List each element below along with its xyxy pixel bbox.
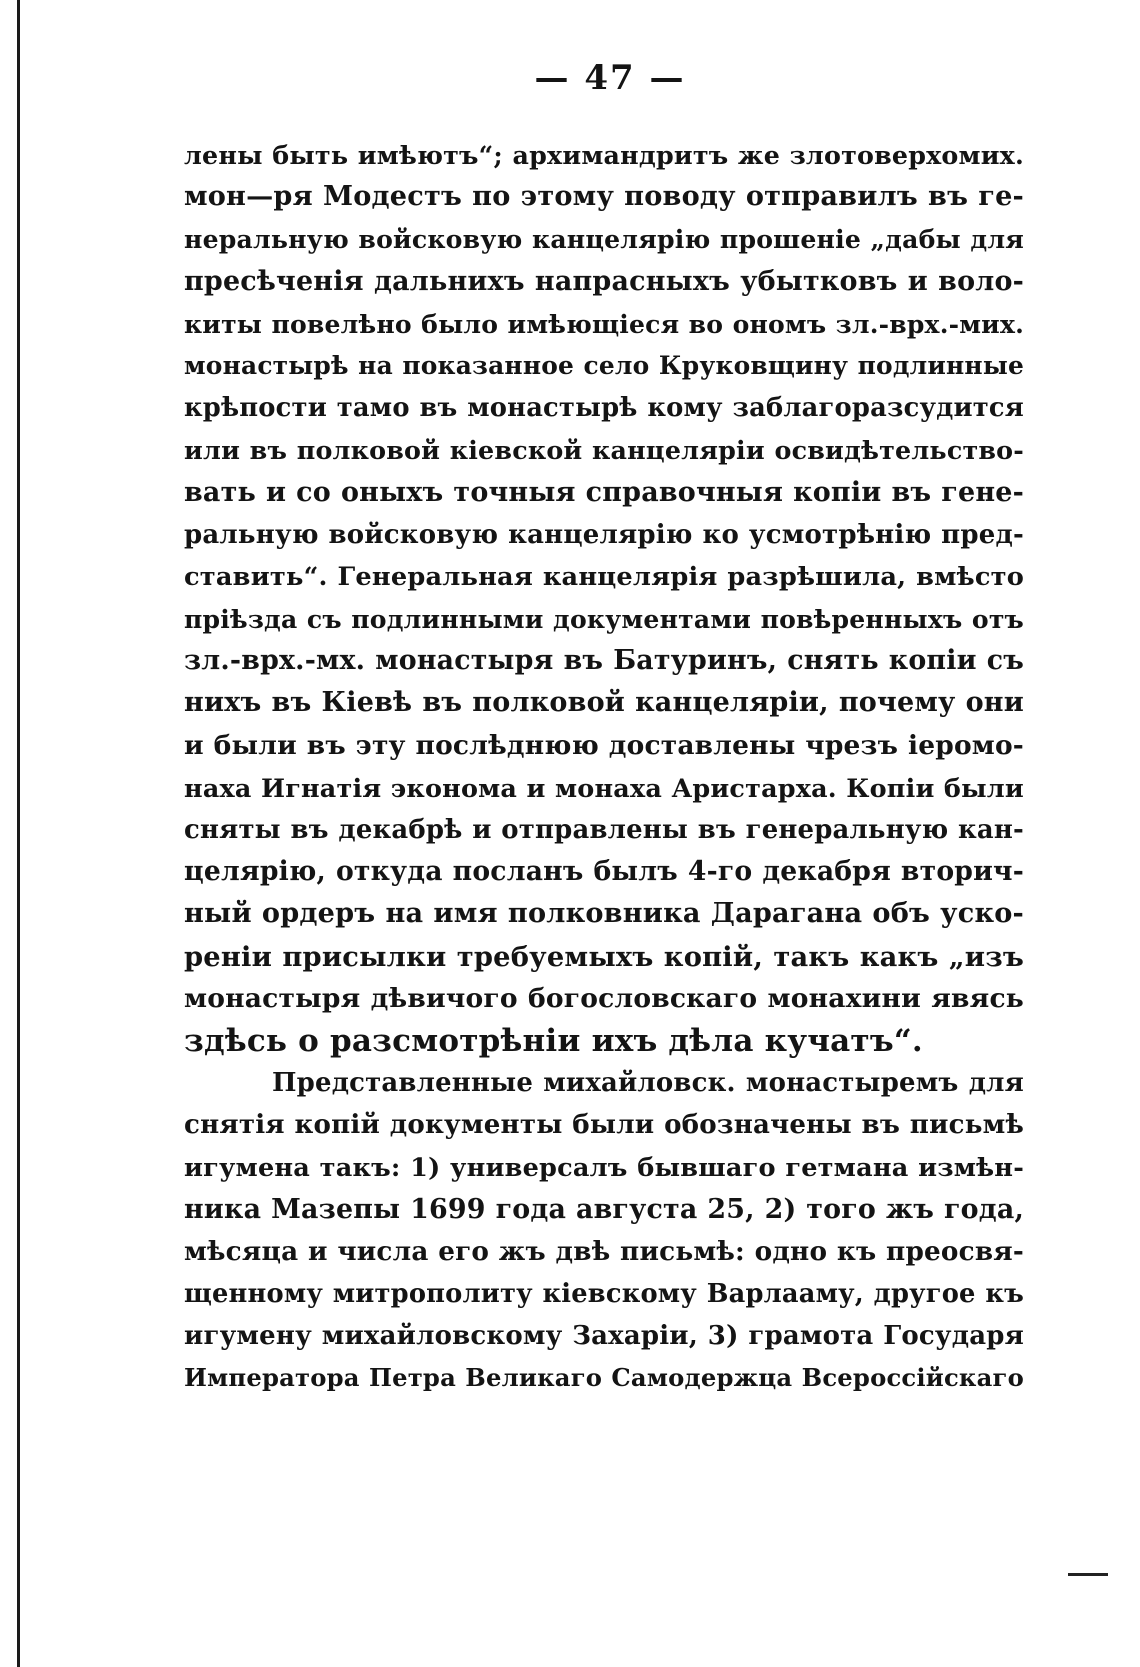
text-line: сняты въ декабрѣ и отправлены въ генеральную кан- <box>184 815 1024 845</box>
text-line: вать и со оныхъ точныя справочныя копіи въ гене- <box>184 476 1024 508</box>
text-line: пресѣченія дальнихъ напрасныхъ убытковъ и воло- <box>184 265 1024 297</box>
text-line: и были въ эту послѣднюю доставлены чрезъ іеромо- <box>184 729 1024 761</box>
text-line: нихъ въ Кіевѣ въ полковой канцеляріи, почему они <box>184 687 1024 719</box>
text-line: игумена такъ: 1) универсалъ бывшаго гетмана измѣн- <box>184 1152 1024 1183</box>
text-line: Императора Петра Великаго Самодержца Всероссійскаго <box>184 1363 1024 1393</box>
text-line: зл.-врх.-мх. монастыря въ Батуринъ, снять копіи съ <box>184 645 1024 677</box>
paragraph-start-line: Представленные михайловск. монастыремъ для <box>272 1068 1024 1099</box>
text-line: ставить“. Генеральная канцелярія разрѣшила, вмѣсто <box>184 561 1024 592</box>
text-line: реніи присылки требуемыхъ копій, такъ какъ „изъ <box>184 940 1024 973</box>
text-line: ный ордеръ на имя полковника Дарагана объ уско- <box>184 898 1024 930</box>
page-number: — 47 — <box>534 58 686 98</box>
text-line: киты повелѣно было имѣющіеся во ономъ зл.-врх.-мих. <box>184 308 1024 339</box>
text-line: ника Мазепы 1699 года августа 25, 2) того жъ года, <box>184 1193 1024 1225</box>
text-line: крѣпости тамо въ монастырѣ кому заблагоразсудится <box>184 393 1024 424</box>
text-line: монастыря дѣвичого богословскаго монахини явясь <box>184 982 1024 1014</box>
text-line: неральную войсковую канцелярію прошеніе „дабы для <box>184 224 1024 255</box>
text-line: ральную войсковую канцелярію ко усмотрѣнію пред- <box>184 519 1024 550</box>
left-border-line <box>17 0 20 1667</box>
text-line: целярію, откуда посланъ былъ 4-го декабря вторич- <box>184 856 1024 888</box>
body-text <box>184 134 1024 1400</box>
text-line: лены быть имѣютъ“; архимандритъ же злотоверхомих. <box>184 140 1024 170</box>
text-line: или въ полковой кіевской канцеляріи освидѣтельство- <box>184 435 1024 466</box>
text-line: мѣсяца и числа его жъ двѣ письмѣ: одно къ преосвя- <box>184 1235 1024 1267</box>
text-line: пріѣзда съ подлинными документами повѣренныхъ отъ <box>184 604 1024 635</box>
text-line: монастырѣ на показанное село Круковщину подлинные <box>184 350 1024 380</box>
text-line: щенному митрополиту кіевскому Варлааму, другое къ <box>184 1279 1024 1310</box>
text-line: игумену михайловскому Захаріи, 3) грамота Государя <box>184 1321 1024 1352</box>
footer-rule <box>1068 1573 1108 1576</box>
paragraph-end-line: здѣсь о разсмотрѣніи ихъ дѣла кучатъ“. <box>184 1022 923 1059</box>
text-line: снятія копій документы были обозначены въ письмѣ <box>184 1110 1024 1141</box>
text-line: мон—ря Модестъ по этому поводу отправилъ въ ге- <box>184 181 1024 213</box>
text-line: наха Игнатія эконома и монаха Аристарха. Копіи были <box>184 772 1024 803</box>
